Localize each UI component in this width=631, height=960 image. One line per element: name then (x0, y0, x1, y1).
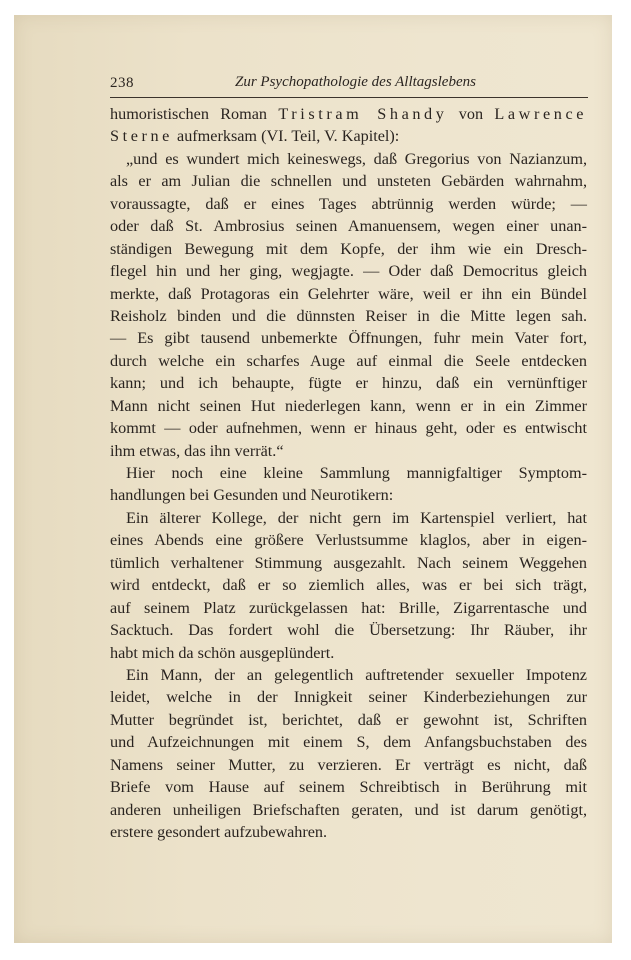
text-line (110, 283, 587, 305)
text-span: ihm etwas, das ihn verrät.“ (110, 441, 284, 460)
text-line (110, 484, 587, 506)
text-line (110, 462, 587, 484)
text-span: eines Abends eine größere Verlustsumme klaglos, aber in eigen- (110, 531, 587, 550)
text-line (110, 305, 587, 327)
text-span: — Es gibt tausend unbemerkte Öffnungen, fuhr mein Vater fort, (110, 329, 587, 348)
text-span: Mutter begründet ist, berichtet, daß er gewohnt ist, Schriften (110, 710, 587, 729)
text-span: merkte, daß Protagoras ein Gelehrter wäre, weil er ihn ein Bündel (110, 284, 587, 303)
text-line (110, 170, 587, 192)
text-span: Reisholz binden und die dünnsten Reiser in die Mitte legen sah. (110, 306, 587, 325)
text-span: aufmerksam (VI. Teil, V. Kapitel): (172, 127, 400, 146)
header-rule (110, 97, 588, 98)
text-span: auf seinem Platz zurückgelassen hat: Brille, Zigarrentasche und (110, 598, 587, 617)
text-line (110, 529, 587, 551)
text-line (110, 148, 587, 170)
text-line (110, 686, 587, 708)
book-page (14, 15, 612, 943)
text-span: kommt — oder aufnehmen, wenn er hinaus geht, oder es entwischt (110, 419, 587, 438)
letterspaced-name: Tristram Shandy (278, 105, 448, 123)
text-line (110, 642, 587, 664)
text-line (110, 619, 587, 641)
running-title: Zur Psychopathologie des Alltagslebens (235, 74, 476, 90)
text-line (110, 821, 587, 843)
text-line (110, 507, 587, 529)
text-span: habt mich da schön ausgeplündert. (110, 643, 335, 662)
text-span: wird entdeckt, daß er so ziemlich alles, was er bei sich trägt, (110, 576, 587, 595)
text-line (110, 417, 587, 439)
text-span: humoristischen Roman (110, 105, 279, 123)
text-line (110, 238, 587, 260)
text-span: leidet, welche in der Innigkeit seiner Kinderbeziehungen zur (110, 688, 587, 707)
text-span: ständigen Bewegung mit dem Kopfe, der ihm wie ein Dresch- (110, 239, 587, 258)
text-span: Ein älterer Kollege, der nicht gern im Kartenspiel verliert, hat (126, 508, 587, 527)
text-span: kann; und ich behaupte, fügte er hinzu, daß ein vernünftiger (110, 374, 587, 393)
text-line (110, 125, 587, 147)
text-span: von (447, 105, 495, 123)
text-span: „und es wundert mich keineswegs, daß Gregorius von Nazianzum, (126, 149, 587, 168)
letterspaced-name: Lawrence (494, 105, 588, 123)
text-span: durch welche ein scharfes Auge auf einmal die Seele entdecken (110, 351, 587, 370)
text-line (110, 395, 587, 417)
letterspaced-name: Sterne (110, 127, 173, 146)
text-line (110, 215, 587, 237)
text-line (110, 776, 587, 798)
text-span: Mann nicht seinen Hut niederlegen kann, wenn er in ein Zimmer (110, 396, 587, 415)
text-line (110, 731, 587, 753)
text-line (110, 597, 587, 619)
text-line (110, 440, 587, 462)
text-span: handlungen bei Gesunden und Neurotikern: (110, 486, 394, 505)
text-line (110, 350, 587, 372)
text-span: als er am Julian die schnellen und unsteten Gebärden wahrnahm, (110, 172, 587, 191)
text-line (110, 754, 587, 776)
text-line (110, 327, 587, 349)
text-span: oder daß St. Ambrosius seinen Amanuensem, wegen einer unan- (110, 217, 587, 236)
text-line (110, 574, 587, 596)
body-text (110, 103, 587, 843)
text-line (110, 552, 587, 574)
text-line (110, 372, 587, 394)
text-span: voraussagte, daß er eines Tages abtrünnig werden würde; — (110, 194, 587, 213)
text-line (110, 664, 587, 686)
page-number: 238 (110, 75, 134, 91)
text-line (110, 260, 587, 282)
text-span: Sacktuch. Das fordert wohl die Übersetzung: Ihr Räuber, ihr (110, 621, 587, 640)
text-span: Namens seiner Mutter, zu verzieren. Er verträgt es nicht, daß (110, 755, 587, 774)
text-line (110, 799, 587, 821)
text-line (110, 103, 587, 125)
running-head (110, 73, 587, 95)
text-span: erstere gesondert aufzubewahren. (110, 823, 328, 841)
text-span: flegel hin und her ging, wegjagte. — Oder daß Democritus gleich (110, 262, 587, 281)
text-span: Ein Mann, der an gelegentlich auftretender sexueller Impotenz (126, 665, 587, 684)
text-span: Briefe vom Hause auf seinem Schreibtisch in Berührung mit (110, 778, 587, 797)
text-span: anderen unheiligen Briefschaften geraten, und ist darum genötigt, (110, 800, 587, 819)
text-span: Hier noch eine kleine Sammlung mannigfaltiger Symptom- (126, 464, 587, 482)
text-span: und Aufzeichnungen mit einem S, dem Anfangsbuchstaben des (110, 733, 587, 752)
text-span: tümlich verhaltener Stimmung ausgezahlt. Nach seinem Weggehen (110, 553, 587, 572)
text-line (110, 193, 587, 215)
text-line (110, 709, 587, 731)
